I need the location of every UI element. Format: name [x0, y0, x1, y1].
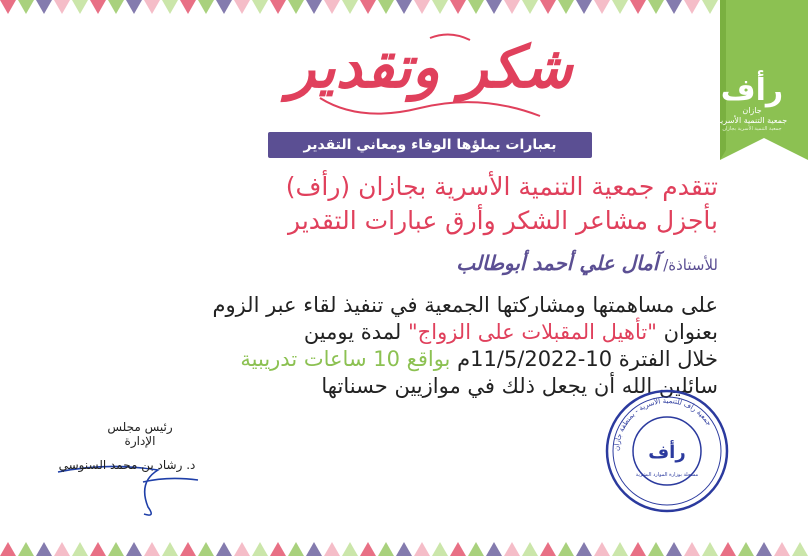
bunting-flag [576, 0, 592, 14]
bunting-flag [648, 0, 664, 14]
bunting-flag [720, 542, 736, 556]
bunting-flag [306, 542, 322, 556]
logo-mark: رأف [720, 73, 784, 108]
bunting-flag [504, 542, 520, 556]
bunting-flag [108, 0, 124, 14]
bunting-flag [162, 542, 178, 556]
bunting-flag [144, 542, 160, 556]
stamp-center-text: رأف [648, 442, 686, 463]
bunting-flag [198, 542, 214, 556]
bunting-flag [324, 542, 340, 556]
bunting-flag [432, 542, 448, 556]
bunting-flag [522, 0, 538, 14]
organization-logo [710, 73, 794, 133]
bunting-flag [162, 0, 178, 14]
bunting-flag [432, 0, 448, 14]
bunting-flag [486, 542, 502, 556]
bunting-flag [414, 542, 430, 556]
bottom-bunting-decoration [0, 530, 808, 556]
bunting-flag [72, 542, 88, 556]
period-text: خلال الفترة 10-11/5/2022م [457, 347, 718, 371]
recipient-name: آمال علي أحمد أبوطالب [456, 251, 659, 275]
bunting-flag [342, 542, 358, 556]
bunting-flag [54, 542, 70, 556]
bunting-flag [360, 0, 376, 14]
bunting-flag [702, 542, 718, 556]
bunting-flag [378, 0, 394, 14]
signatory-name: د. رشاد بن محمد السنوسي [58, 458, 196, 472]
bunting-flag [0, 0, 16, 14]
bunting-flag [180, 0, 196, 14]
bunting-flag [90, 0, 106, 14]
bunting-flag [774, 542, 790, 556]
bunting-flag [18, 542, 34, 556]
bunting-flag [144, 0, 160, 14]
logo-city: جازان [742, 106, 762, 115]
stamp-bottom-text: مسجلة بوزارة الموارد البشرية [635, 472, 699, 478]
bunting-flag [378, 542, 394, 556]
tagline-banner: بعبارات يملؤها الوفاء ومعاني التقدير [268, 132, 592, 158]
bunting-flag [396, 0, 412, 14]
bunting-flag [288, 0, 304, 14]
bunting-flag [342, 0, 358, 14]
bunting-flag [216, 542, 232, 556]
bunting-flag [126, 542, 142, 556]
bunting-flag [270, 542, 286, 556]
bunting-flag [738, 542, 754, 556]
training-hours: بواقع 10 ساعات تدريبية [240, 347, 451, 371]
recipient-line [70, 251, 718, 275]
bunting-flag [648, 542, 664, 556]
body-line-2-prefix: بعنوان [663, 320, 718, 344]
body-line-2-suffix: لمدة يومين [303, 320, 402, 344]
bunting-flag [612, 542, 628, 556]
bunting-flag [90, 542, 106, 556]
bunting-flag [54, 0, 70, 14]
bunting-flag [414, 0, 430, 14]
bunting-flag [36, 0, 52, 14]
bunting-flag [792, 542, 808, 556]
logo-org-name: جمعية التنمية الأسرية [716, 116, 788, 125]
bunting-flag [0, 542, 16, 556]
bunting-flag [576, 542, 592, 556]
bunting-flag [234, 542, 250, 556]
bunting-flag [234, 0, 250, 14]
body-line-1: على مساهمتها ومشاركتها الجمعية في تنفيذ لقاء عبر الزوم [212, 293, 718, 317]
bunting-flag [252, 542, 268, 556]
bunting-flag [612, 0, 628, 14]
intro-line-1: تتقدم جمعية التنمية الأسرية بجازان (رأف) [285, 172, 718, 201]
bunting-flag [450, 542, 466, 556]
bunting-flag [666, 0, 682, 14]
bunting-flag [126, 0, 142, 14]
bunting-flag [468, 0, 484, 14]
signatory-title: رئيس مجلس الإدارة [107, 420, 173, 448]
bunting-flag [396, 542, 412, 556]
bunting-flag [594, 0, 610, 14]
bunting-flag [450, 0, 466, 14]
bunting-flag [756, 542, 772, 556]
bunting-flag [306, 0, 322, 14]
bunting-flag [540, 542, 556, 556]
bunting-flag [522, 542, 538, 556]
stamp-ring-text: جمعية رأف للتنمية الأسرية - بمنطقة جازان [612, 396, 714, 452]
bunting-flag [540, 0, 556, 14]
certificate-title: شكر وتقدير [287, 33, 573, 101]
bunting-flag [360, 542, 376, 556]
bunting-flag [684, 542, 700, 556]
bunting-flag [594, 542, 610, 556]
body-line-2 [70, 320, 718, 344]
bunting-flag [252, 0, 268, 14]
bunting-flag [486, 0, 502, 14]
bunting-flag [36, 542, 52, 556]
bunting-flag [72, 0, 88, 14]
bunting-flag [324, 0, 340, 14]
bunting-flag [504, 0, 520, 14]
recipient-prefix: للأستاذة/ [663, 256, 718, 274]
bunting-flag [468, 542, 484, 556]
bunting-flag [288, 542, 304, 556]
bunting-flag [198, 0, 214, 14]
bunting-flag [180, 542, 196, 556]
bunting-flag [684, 0, 700, 14]
bunting-flag [216, 0, 232, 14]
bunting-flag [666, 542, 682, 556]
bunting-flag [18, 0, 34, 14]
session-title: "تأهيل المقبلات على الزواج" [408, 320, 657, 344]
logo-tagline: جمعية التنمية الأسرية بجازان [722, 126, 782, 132]
intro-line-2: بأجزل مشاعر الشكر وأرق عبارات التقدير [288, 206, 718, 235]
body-line-3 [70, 347, 718, 371]
bunting-flag [630, 0, 646, 14]
bunting-flag [108, 542, 124, 556]
bunting-flag [558, 542, 574, 556]
official-stamp [604, 388, 730, 514]
bunting-flag [630, 542, 646, 556]
body-line-4: سائلين الله أن يجعل ذلك في موازيين حسناتها [321, 374, 718, 398]
bunting-flag [270, 0, 286, 14]
bunting-flag [558, 0, 574, 14]
